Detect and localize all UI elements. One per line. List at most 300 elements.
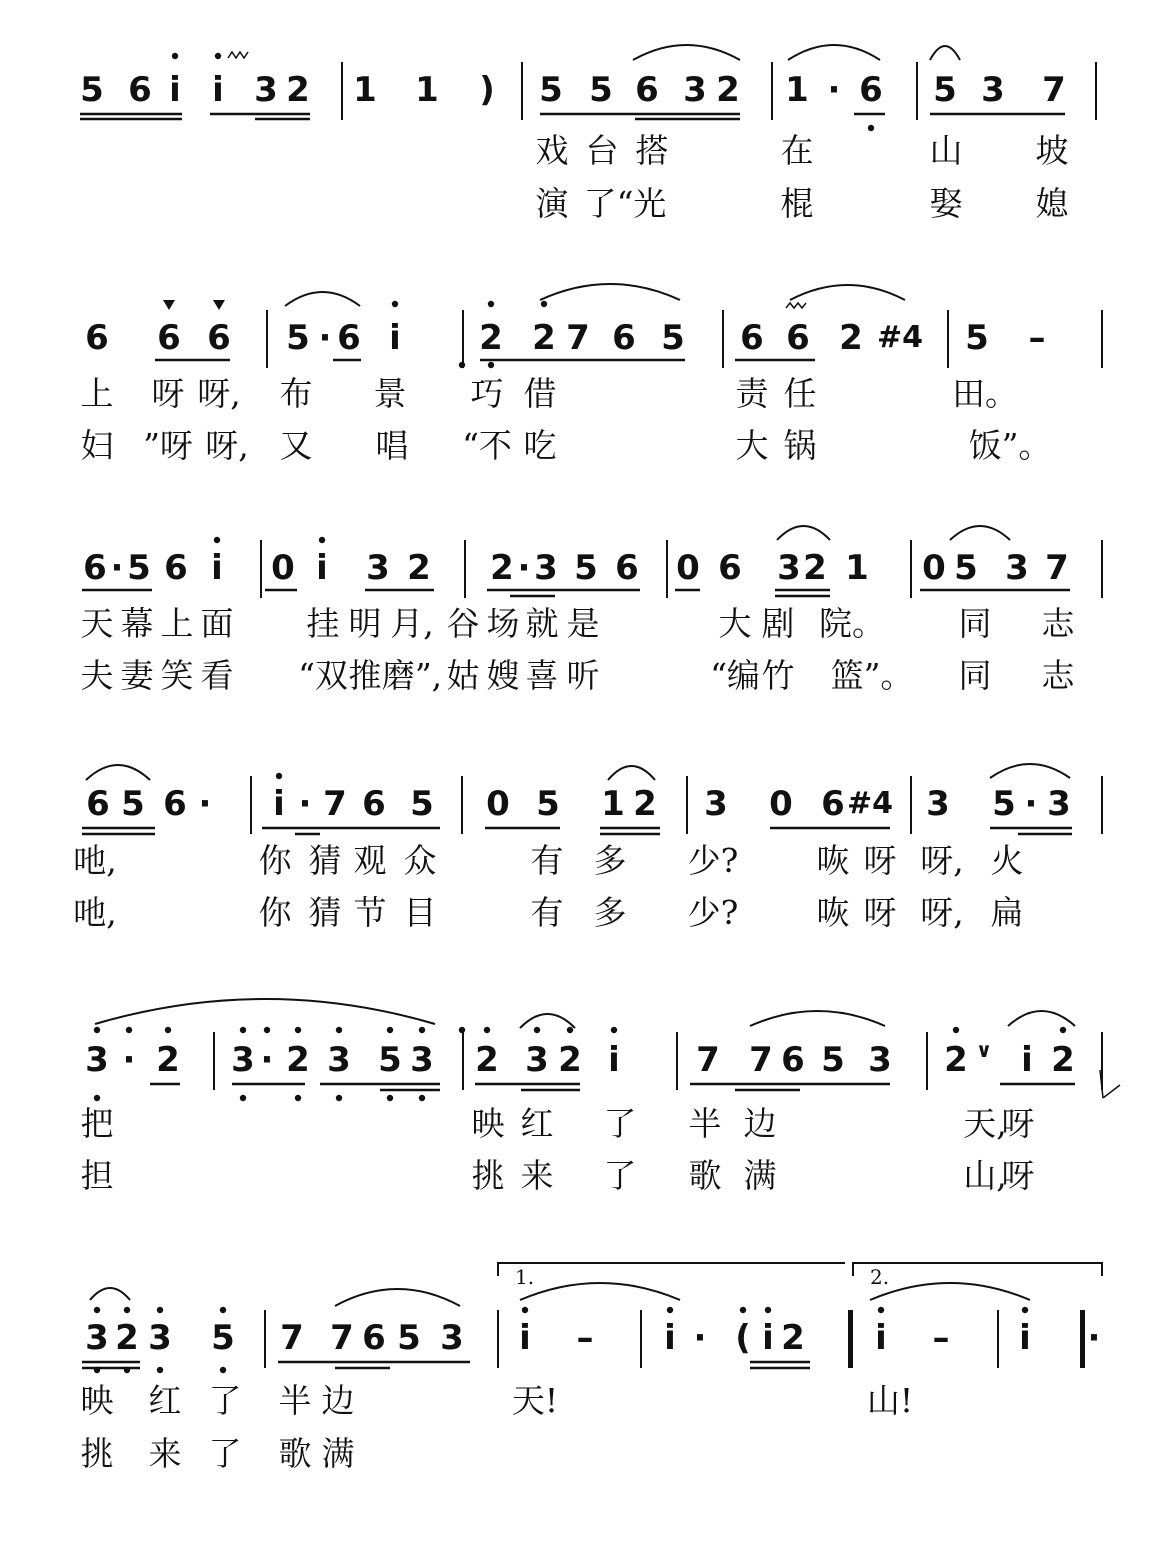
- lyric-syllable: 呀,: [920, 893, 964, 932]
- jianpu-note: ·: [517, 548, 531, 588]
- lyric-syllable: 来: [520, 1156, 554, 1195]
- jianpu-note: ·: [110, 548, 124, 588]
- jianpu-note: 3: [981, 70, 1005, 110]
- jianpu-note: 5: [992, 784, 1016, 824]
- octave-dot: [567, 1027, 573, 1033]
- octave-dot: [1022, 1307, 1028, 1313]
- jianpu-note: 5: [954, 548, 978, 588]
- jianpu-note: 2: [839, 318, 863, 358]
- jianpu-note: 3: [534, 548, 558, 588]
- slur-arc: [520, 1283, 680, 1300]
- lyric-syllable: 满: [743, 1156, 777, 1195]
- jianpu-note: 3: [704, 784, 728, 824]
- lyric-syllable: 剧: [761, 604, 795, 643]
- slur-arc: [790, 285, 905, 300]
- lyric-syllable: 半: [688, 1104, 722, 1143]
- octave-dot: [240, 1095, 246, 1101]
- volta-label-1: 1.: [515, 1265, 535, 1289]
- lyric-syllable: 演: [535, 184, 569, 223]
- jianpu-note: 6: [164, 548, 188, 588]
- octave-dot: [336, 1095, 342, 1101]
- octave-dot: [124, 1367, 130, 1373]
- octave-dot: [94, 1095, 100, 1101]
- lyric-syllable: 媳: [1035, 184, 1069, 223]
- octave-dot: [387, 1027, 393, 1033]
- lyric-syllable: 娶: [929, 184, 963, 223]
- jianpu-note: 3: [868, 1040, 892, 1080]
- jianpu-note: 6: [786, 318, 810, 358]
- jianpu-note: 3: [926, 784, 950, 824]
- lyric-syllable: 把: [80, 1104, 114, 1143]
- jianpu-note: 2: [475, 1040, 499, 1080]
- jianpu-note: 1: [353, 70, 377, 110]
- lyric-syllable: 磨”,: [381, 656, 443, 695]
- jianpu-note: 6: [157, 318, 181, 358]
- octave-dot: [878, 1307, 884, 1313]
- jianpu-note: 3: [231, 1040, 255, 1080]
- jianpu-note: 7: [280, 1318, 304, 1358]
- octave-dot: [165, 1027, 171, 1033]
- jianpu-note: 5: [286, 318, 310, 358]
- jianpu-note: #4: [846, 786, 894, 821]
- lyric-syllable: 呀: [1001, 1104, 1035, 1143]
- jianpu-note: ·: [260, 1040, 274, 1080]
- lyric-syllable: 在: [780, 131, 814, 170]
- accent-mark: [163, 300, 175, 310]
- jianpu-note: 7: [1042, 70, 1066, 110]
- lyric-syllable: 满: [321, 1434, 355, 1473]
- octave-dot: [240, 1027, 246, 1033]
- jianpu-note: 3: [777, 548, 801, 588]
- octave-dot: [94, 1307, 100, 1313]
- jianpu-note: –: [576, 1318, 594, 1358]
- jianpu-note: i: [1021, 1040, 1033, 1080]
- lyric-syllable: 猜: [308, 893, 342, 932]
- jianpu-note: 5: [127, 548, 151, 588]
- jianpu-note: i: [608, 1040, 620, 1080]
- lyric-syllable: 咴: [816, 841, 850, 880]
- lyric-syllable: 边: [321, 1381, 355, 1420]
- slur-arc: [95, 999, 435, 1024]
- accent-mark: [213, 300, 225, 310]
- jianpu-note: 6: [781, 1040, 805, 1080]
- jianpu-note: 3: [410, 1040, 434, 1080]
- lyric-syllable: “双: [298, 656, 348, 695]
- slur-arc: [520, 1014, 575, 1028]
- octave-dot: [953, 1027, 959, 1033]
- jianpu-note: 1: [785, 70, 809, 110]
- slur-arc: [608, 766, 655, 780]
- lyric-syllable: 来: [148, 1434, 182, 1473]
- lyric-syllable: 唱: [375, 426, 409, 465]
- octave-dot: [94, 1367, 100, 1373]
- jianpu-note: i: [273, 784, 285, 824]
- octave-dot: [215, 53, 221, 59]
- lyric-syllable: 挑: [471, 1156, 505, 1195]
- jianpu-note: i: [169, 70, 181, 110]
- slur-arc: [990, 764, 1070, 778]
- lyric-syllable: 月,: [390, 604, 434, 643]
- octave-dot: [264, 1027, 270, 1033]
- lyric-syllable: 吃: [523, 426, 557, 465]
- octave-dot: [522, 1307, 528, 1313]
- jianpu-note: 0: [676, 548, 700, 588]
- slur-arc: [285, 292, 360, 306]
- lyric-syllable: 饭”。: [968, 426, 1052, 465]
- jianpu-note: 3: [366, 548, 390, 588]
- slur-arc: [335, 1289, 460, 1306]
- jianpu-note: ·: [298, 784, 312, 824]
- lyric-syllable: 节: [353, 893, 387, 932]
- trill-mark: [228, 52, 248, 58]
- slur-arc: [870, 1283, 1030, 1300]
- jianpu-note: 2: [944, 1040, 968, 1080]
- lyric-syllable: 映: [471, 1104, 505, 1143]
- lyric-syllable: 有: [530, 893, 564, 932]
- jianpu-note: ·: [827, 70, 841, 110]
- lyric-syllable: 有: [530, 841, 564, 880]
- lyric-syllable: 搭: [635, 131, 669, 170]
- mordent-mark: [786, 303, 806, 308]
- jianpu-note: 2: [558, 1040, 582, 1080]
- jianpu-note: 6: [821, 784, 845, 824]
- lyric-syllable: ”呀: [143, 426, 193, 465]
- jianpu-note: 6: [163, 784, 187, 824]
- lyric-syllable: 田。: [952, 374, 1018, 413]
- lyric-syllable: 姑: [446, 656, 480, 695]
- octave-dot: [157, 1307, 163, 1313]
- jianpu-note: (: [735, 1318, 751, 1358]
- lyric-syllable: 红: [148, 1381, 182, 1420]
- jianpu-note: i: [316, 548, 328, 588]
- octave-dot: [295, 1095, 301, 1101]
- jianpu-note: ∨: [975, 1038, 993, 1062]
- lyric-syllable: 笑: [160, 656, 194, 695]
- lyric-syllable: 就: [525, 604, 559, 643]
- lyric-syllable: 场: [486, 604, 520, 643]
- octave-dot: [484, 1027, 490, 1033]
- octave-dot: [392, 301, 398, 307]
- jianpu-note: 2: [803, 548, 827, 588]
- jianpu-note: 6: [615, 548, 639, 588]
- jianpu-note: 6: [85, 318, 109, 358]
- slur-arc: [950, 526, 1010, 540]
- lyric-syllable: 了: [603, 1104, 637, 1143]
- jianpu-note: i: [389, 318, 401, 358]
- lyric-syllable: 少?: [687, 841, 739, 880]
- octave-dot: [214, 537, 220, 543]
- jianpu-note: i: [1019, 1318, 1031, 1358]
- lyric-syllable: 妻: [120, 656, 154, 695]
- slur-arc: [750, 1011, 885, 1026]
- lyric-syllable: 呀,: [920, 841, 964, 880]
- lyric-syllable: 观: [353, 841, 387, 880]
- lyric-syllable: 锅: [783, 426, 817, 465]
- jianpu-note: 3: [85, 1040, 109, 1080]
- jianpu-note: 2: [1051, 1040, 1075, 1080]
- lyric-syllable: 同: [958, 604, 992, 643]
- lyric-syllable: 台: [585, 131, 619, 170]
- jianpu-note: 5: [536, 784, 560, 824]
- jianpu-note: 6: [718, 548, 742, 588]
- lyric-syllable: 戏: [535, 131, 569, 170]
- jianpu-note: 5: [211, 1318, 235, 1358]
- jianpu-note: 2: [407, 548, 431, 588]
- octave-dot: [126, 1027, 132, 1033]
- jianpu-note: 5: [378, 1040, 402, 1080]
- jianpu-note: 3: [1005, 548, 1029, 588]
- jianpu-note: 6: [83, 548, 107, 588]
- jianpu-note: 5: [574, 548, 598, 588]
- jianpu-note: 2: [286, 70, 310, 110]
- octave-dot: [611, 1027, 617, 1033]
- jianpu-note: 3: [148, 1318, 172, 1358]
- jianpu-note: 5: [539, 70, 563, 110]
- jianpu-note: 2: [532, 318, 556, 358]
- slur-arc: [540, 284, 680, 300]
- lyric-syllable: “不: [462, 426, 512, 465]
- lyric-syllable: 火: [990, 841, 1024, 880]
- lyric-syllable: 呀: [863, 841, 897, 880]
- lyric-syllable: 挂: [306, 604, 340, 643]
- lyric-syllable: 借: [523, 374, 557, 413]
- continuation-mark: [1100, 1070, 1120, 1098]
- jianpu-note: i: [875, 1318, 887, 1358]
- jianpu-note: 5: [965, 318, 989, 358]
- jianpu-note: ): [479, 70, 495, 110]
- lyric-syllable: 挑: [80, 1434, 114, 1473]
- lyric-syllable: 歌: [278, 1434, 312, 1473]
- jianpu-note: 7: [696, 1040, 720, 1080]
- jianpu-note: 3: [254, 70, 278, 110]
- lyric-syllable: “编: [710, 656, 760, 695]
- jianpu-note: 5: [589, 70, 613, 110]
- jianpu-note: 3: [327, 1040, 351, 1080]
- jianpu-note: 1: [601, 784, 625, 824]
- lyric-syllable: 推: [348, 656, 382, 695]
- jianpu-note: 6: [612, 318, 636, 358]
- octave-dot: [868, 125, 874, 131]
- lyric-syllable: 看: [200, 656, 234, 695]
- lyric-syllable: 听: [566, 656, 600, 695]
- lyric-syllable: 面: [200, 604, 234, 643]
- lyric-syllable: 院。: [819, 604, 885, 643]
- lyric-syllable: 嫂: [486, 656, 520, 695]
- jianpu-note: 6: [740, 318, 764, 358]
- jianpu-note: i: [762, 1318, 774, 1358]
- lyric-syllable: 吔,: [73, 841, 117, 880]
- lyric-syllable: 呀: [863, 893, 897, 932]
- lyric-syllable: 吔,: [73, 893, 117, 932]
- octave-dot: [336, 1027, 342, 1033]
- jianpu-note: 6: [635, 70, 659, 110]
- jianpu-note: 7: [330, 1318, 354, 1358]
- lyric-syllable: 坡: [1035, 131, 1069, 170]
- lyric-syllable: 竹: [761, 656, 795, 695]
- lyric-syllable: 巧: [470, 374, 504, 413]
- octave-dot: [419, 1095, 425, 1101]
- jianpu-note: –: [932, 1318, 950, 1358]
- lyric-syllable: 上: [160, 604, 194, 643]
- jianpu-note: –: [1028, 318, 1046, 358]
- jianpu-note: 5: [661, 318, 685, 358]
- lyric-syllable: 妇: [80, 426, 114, 465]
- lyric-syllable: 布: [279, 374, 313, 413]
- jianpu-note: 0: [271, 548, 295, 588]
- lyric-syllable: 大: [735, 426, 769, 465]
- jianpu-note: 5: [80, 70, 104, 110]
- jianpu-note: i: [664, 1318, 676, 1358]
- lyric-syllable: 你: [258, 893, 292, 932]
- lyric-syllable: 了: [208, 1434, 242, 1473]
- jianpu-note: 3: [440, 1318, 464, 1358]
- octave-dot: [765, 1307, 771, 1313]
- lyric-syllable: 多: [593, 841, 627, 880]
- octave-dot: [541, 301, 547, 307]
- lyric-syllable: 了“光: [583, 184, 667, 223]
- lyric-syllable: 景: [373, 374, 407, 413]
- jianpu-note: 5: [397, 1318, 421, 1358]
- octave-dot: [488, 362, 494, 368]
- jianpu-note: #4: [876, 320, 924, 355]
- lyric-syllable: 谷: [446, 604, 480, 643]
- octave-dot: [276, 773, 282, 779]
- jianpu-note: 6: [362, 1318, 386, 1358]
- lyric-syllable: 多: [593, 893, 627, 932]
- lyric-syllable: 呀,: [205, 426, 249, 465]
- lyric-syllable: 你: [258, 841, 292, 880]
- slur-arc: [788, 45, 880, 60]
- lyric-syllable: 大: [718, 604, 752, 643]
- octave-dot: [419, 1027, 425, 1033]
- jianpu-note: 2: [781, 1318, 805, 1358]
- lyric-syllable: 上: [80, 374, 114, 413]
- jianpu-note: 3: [1047, 784, 1071, 824]
- jianpu-note: 5: [933, 70, 957, 110]
- jianpu-note: 1: [415, 70, 439, 110]
- lyric-syllable: 明: [348, 604, 382, 643]
- jianpu-note: i: [212, 70, 224, 110]
- octave-dot: [534, 1027, 540, 1033]
- lyric-syllable: 担: [80, 1156, 114, 1195]
- octave-dot: [667, 1307, 673, 1313]
- jianpu-note: 6: [207, 318, 231, 358]
- lyric-syllable: 夫: [80, 656, 114, 695]
- jianpu-note: 1: [845, 548, 869, 588]
- lyric-syllable: 篮”。: [830, 656, 914, 695]
- jianpu-note: 5: [410, 784, 434, 824]
- octave-dot: [220, 1367, 226, 1373]
- lyric-syllable: 天!: [511, 1381, 559, 1420]
- lyric-syllable: 映: [80, 1381, 114, 1420]
- lyric-syllable: 咴: [816, 893, 850, 932]
- volta-label-2: 2.: [870, 1265, 890, 1289]
- jianpu-note: 7: [1045, 548, 1069, 588]
- jianpu-note: 5: [121, 784, 145, 824]
- lyric-syllable: 是: [566, 604, 600, 643]
- lyric-syllable: 棍: [780, 184, 814, 223]
- jianpu-note: 2: [490, 548, 514, 588]
- jianpu-note: 6: [86, 784, 110, 824]
- octave-dot: [319, 537, 325, 543]
- slur-arc: [1008, 1011, 1075, 1026]
- lyric-syllable: 天,: [963, 1104, 1007, 1143]
- lyric-syllable: 责: [735, 374, 769, 413]
- lyric-syllable: 呀: [151, 374, 185, 413]
- lyric-syllable: 红: [520, 1104, 554, 1143]
- jianpu-note: 6: [859, 70, 883, 110]
- lyric-syllable: 扁: [990, 893, 1024, 932]
- octave-dot: [157, 1367, 163, 1373]
- jianpu-note: 2: [716, 70, 740, 110]
- lyric-syllable: 歌: [688, 1156, 722, 1195]
- slur-arc: [90, 1288, 130, 1300]
- octave-dot: [172, 53, 178, 59]
- jianpu-note: ·: [198, 784, 212, 824]
- octave-dot: [94, 1027, 100, 1033]
- jianpu-note: 3: [683, 70, 707, 110]
- octave-dot: [740, 1307, 746, 1313]
- jianpu-note: 0: [769, 784, 793, 824]
- octave-dot: [220, 1307, 226, 1313]
- octave-dot: [459, 1027, 465, 1033]
- lyric-syllable: 志: [1041, 604, 1075, 643]
- lyric-syllable: 呀,: [197, 374, 241, 413]
- jianpu-note: 7: [749, 1040, 773, 1080]
- lyric-syllable: 目: [403, 893, 437, 932]
- jianpu-note: 0: [922, 548, 946, 588]
- jianpu-note: ·: [1024, 784, 1038, 824]
- lyric-syllable: 少?: [687, 893, 739, 932]
- jianpu-note: 2: [115, 1318, 139, 1358]
- jianpu-note: 7: [323, 784, 347, 824]
- lyric-syllable: 山,: [963, 1156, 1007, 1195]
- jianpu-note: 2: [286, 1040, 310, 1080]
- octave-dot: [1060, 1027, 1066, 1033]
- jianpu-note: 2: [156, 1040, 180, 1080]
- jianpu-note: 0: [486, 784, 510, 824]
- jianpu-note: i: [519, 1318, 531, 1358]
- octave-dot: [124, 1307, 130, 1313]
- jianpu-note: 3: [85, 1318, 109, 1358]
- jianpu-note: i: [211, 548, 223, 588]
- jianpu-note: ·: [693, 1318, 707, 1358]
- octave-dot: [459, 362, 465, 368]
- slur-arc: [633, 45, 740, 60]
- jianpu-note: 6: [337, 318, 361, 358]
- slur-arc: [930, 46, 960, 60]
- lyric-syllable: 猜: [308, 841, 342, 880]
- lyric-syllable: 同: [958, 656, 992, 695]
- slur-arc: [86, 765, 150, 780]
- lyric-syllable: 呀: [1001, 1156, 1035, 1195]
- lyric-syllable: 喜: [525, 656, 559, 695]
- jianpu-note: 2: [479, 318, 503, 358]
- jianpu-note: 5: [821, 1040, 845, 1080]
- lyric-syllable: 天: [80, 604, 114, 643]
- lyric-syllable: 任: [783, 374, 817, 413]
- octave-dot: [488, 301, 494, 307]
- lyric-syllable: 众: [403, 841, 437, 880]
- lyric-syllable: 幕: [120, 604, 154, 643]
- lyric-syllable: 半: [278, 1381, 312, 1420]
- lyric-syllable: 了: [208, 1381, 242, 1420]
- lyric-syllable: 志: [1041, 656, 1075, 695]
- lyric-syllable: 边: [743, 1104, 777, 1143]
- jianpu-note: 6: [128, 70, 152, 110]
- lyric-syllable: 了: [603, 1156, 637, 1195]
- slur-arc: [777, 526, 830, 540]
